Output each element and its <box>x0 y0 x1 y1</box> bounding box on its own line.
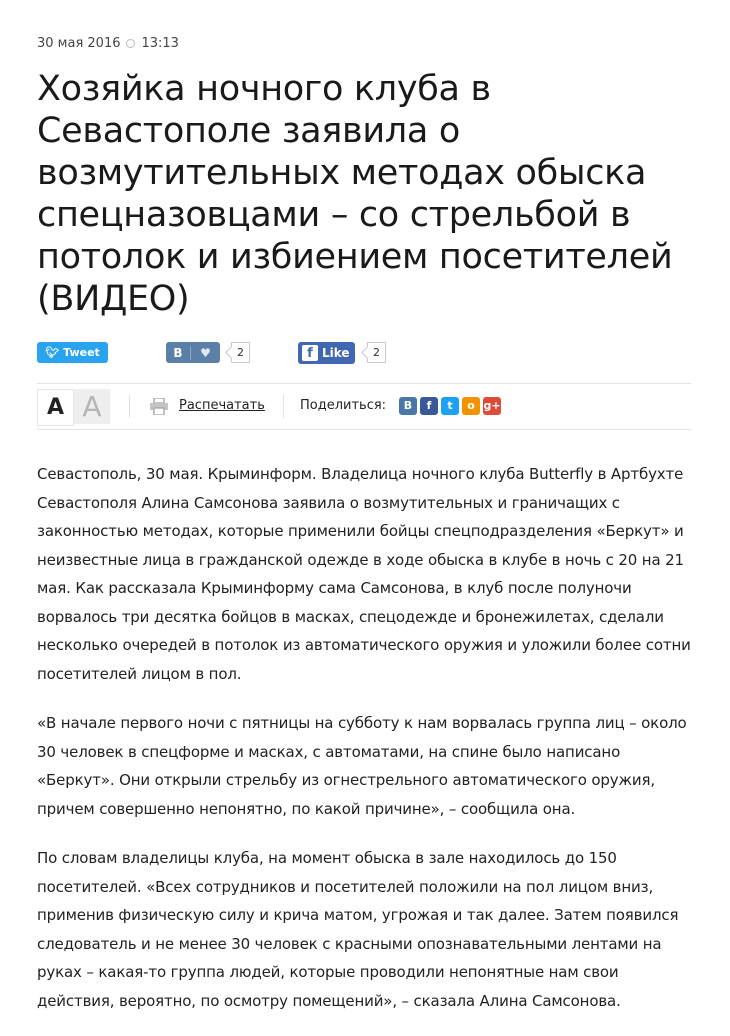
vk-like-button[interactable] <box>166 342 220 363</box>
facebook-like-button[interactable] <box>298 342 355 364</box>
share-odnoklassniki-icon[interactable]: о <box>462 397 480 415</box>
divider <box>129 395 130 418</box>
printer-icon[interactable] <box>149 398 169 415</box>
paragraph: По словам владелицы клуба, на момент обыска в зале находилось до 150 посетителей. «Всех сотрудников и посетителей положили на пол лицом вниз, применив физическую силу и крича матом, угрожая и так далее. Затем появился следователь и не менее 30 человек с красными опознавательными лентами на руках – какая-то группа людей, которые проводили непонятные нам свои действия, вероятно, по осмотру помещений», – сказала Алина Самсонова. <box>37 849 679 1010</box>
article-time: 13:13 <box>141 36 179 51</box>
tweet-label: Tweet <box>63 346 100 359</box>
share-icons <box>399 397 501 415</box>
vk-logo: В <box>166 346 191 360</box>
facebook-icon: f <box>302 345 318 361</box>
paragraph: «В начале первого ночи с пятницы на субботу к нам ворвалась группа лиц – около 30 человек в спецформе и масках, с автоматами, на спине было написано «Беркут». Они открыли стрельбу из огнестрельного автоматического оружия, причем совершенно непонятно, по какой причине», – сообщила она. <box>37 714 687 818</box>
share-facebook-icon[interactable]: f <box>420 397 438 415</box>
print-link[interactable]: Распечатать <box>179 398 265 413</box>
twitter-bird-icon: 🐦︎ <box>45 346 60 359</box>
clock-icon <box>126 39 135 48</box>
share-vk-icon[interactable]: В <box>399 397 417 415</box>
article-meta <box>37 36 179 51</box>
divider <box>283 395 284 418</box>
article-title: Хозяйка ночного клуба в Севастополе заявила о возмутительных методах обыска спецназовцами – со стрельбой в потолок и избиением посетителей (ВИДЕО) <box>37 69 673 319</box>
share-google-plus-icon[interactable]: g+ <box>483 397 501 415</box>
font-size-small-button[interactable]: A <box>74 389 110 424</box>
paragraph: Севастополь, 30 мая. Крыминформ. Владелица ночного клуба Butterfly в Артбухте Севастополя Алина Самсонова заявила о возмутительных и граничащих с законностью методах, которые применили бойцы спецподразделения «Беркут» и неизвестные лица в гражданской одежде в ходе обыска в клубе в ночь с 20 на 21 мая. Как рассказала Крыминформу сама Самсонова, в клуб после полуночи ворвалось три десятка бойцов в масках, спецодежде и бронежилетах, сделали несколько очередей в потолок из автоматического оружия и уложили более сотни посетителей лицом в пол. <box>37 465 691 683</box>
share-twitter-icon[interactable]: t <box>441 397 459 415</box>
social-buttons <box>37 341 437 365</box>
share-label: Поделиться: <box>300 398 387 413</box>
facebook-like-label: Like <box>322 346 350 360</box>
heart-icon: ♥ <box>200 345 211 360</box>
article-toolbar <box>37 383 691 430</box>
article-body <box>37 460 697 1036</box>
article-date: 30 мая 2016 <box>37 36 121 51</box>
tweet-button[interactable] <box>37 342 108 363</box>
facebook-like-count: 2 <box>367 342 386 363</box>
vk-like-count: 2 <box>231 342 250 363</box>
font-size-large-button[interactable]: A <box>37 389 74 426</box>
